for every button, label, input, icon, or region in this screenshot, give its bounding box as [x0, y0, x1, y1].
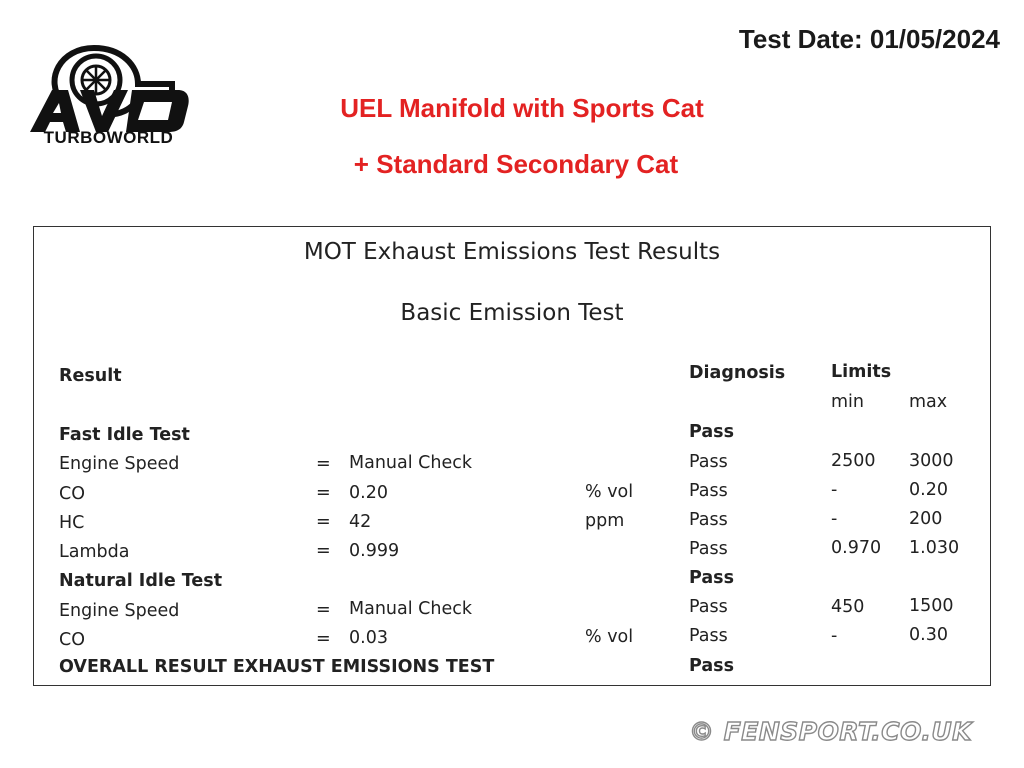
- limits-column-header: Limits: [831, 362, 892, 382]
- overall-result-diagnosis: Pass: [689, 656, 734, 676]
- test-date: Test Date: 01/05/2024: [738, 24, 1000, 54]
- row-value: 42: [349, 512, 372, 532]
- section-diagnosis: Pass: [689, 422, 734, 442]
- row-diagnosis: Pass: [689, 481, 728, 501]
- row-diagnosis: Pass: [689, 510, 728, 530]
- row-max: 200: [909, 509, 943, 529]
- row-max: 1500: [909, 596, 954, 616]
- emissions-report: [33, 226, 991, 686]
- row-label: CO: [59, 484, 85, 504]
- row-max: 0.20: [909, 480, 948, 500]
- max-column-header: max: [909, 392, 948, 412]
- row-equals: =: [316, 483, 331, 503]
- row-max: 3000: [909, 451, 954, 471]
- overall-result-label: OVERALL RESULT EXHAUST EMISSIONS TEST: [59, 657, 495, 677]
- row-diagnosis: Pass: [689, 539, 728, 559]
- section-title: Natural Idle Test: [59, 571, 223, 591]
- report-subtitle: Basic Emission Test: [400, 300, 624, 326]
- logo-subtitle: TURBOWORLD: [43, 128, 174, 147]
- min-column-header: min: [831, 392, 865, 412]
- row-label: Engine Speed: [59, 601, 180, 621]
- row-min: -: [831, 509, 838, 529]
- headline-line-2: + Standard Secondary Cat: [353, 149, 679, 179]
- row-value: Manual Check: [349, 599, 472, 619]
- section-title: Fast Idle Test: [59, 425, 190, 445]
- row-value: Manual Check: [349, 453, 472, 473]
- row-equals: =: [316, 512, 331, 532]
- row-label: HC: [59, 513, 85, 533]
- row-equals: =: [316, 629, 331, 649]
- result-column-header: Result: [59, 366, 122, 386]
- headline-line-1: UEL Manifold with Sports Cat: [340, 93, 704, 123]
- row-min: -: [831, 480, 838, 500]
- section-diagnosis: Pass: [689, 568, 734, 588]
- row-min: 0.970: [831, 538, 882, 558]
- row-min: 2500: [831, 451, 876, 471]
- row-label: Lambda: [59, 542, 130, 562]
- row-min: 450: [831, 597, 865, 617]
- report-title: MOT Exhaust Emissions Test Results: [303, 239, 721, 265]
- row-unit: % vol: [585, 627, 634, 647]
- row-min: -: [831, 626, 838, 646]
- row-max: 1.030: [909, 538, 960, 558]
- row-equals: =: [316, 541, 331, 561]
- row-unit: ppm: [585, 511, 625, 531]
- row-diagnosis: Pass: [689, 597, 728, 617]
- row-value: 0.20: [349, 483, 388, 503]
- row-diagnosis: Pass: [689, 626, 728, 646]
- row-unit: % vol: [585, 482, 634, 502]
- row-equals: =: [316, 454, 331, 474]
- row-value: 0.999: [349, 541, 400, 561]
- row-value: 0.03: [349, 628, 388, 648]
- copyright-watermark: © FENSPORT.CO.UK: [688, 717, 972, 746]
- row-equals: =: [316, 600, 331, 620]
- row-label: Engine Speed: [59, 454, 180, 474]
- row-max: 0.30: [909, 625, 948, 645]
- row-diagnosis: Pass: [689, 452, 728, 472]
- row-label: CO: [59, 630, 85, 650]
- diagnosis-column-header: Diagnosis: [689, 363, 786, 383]
